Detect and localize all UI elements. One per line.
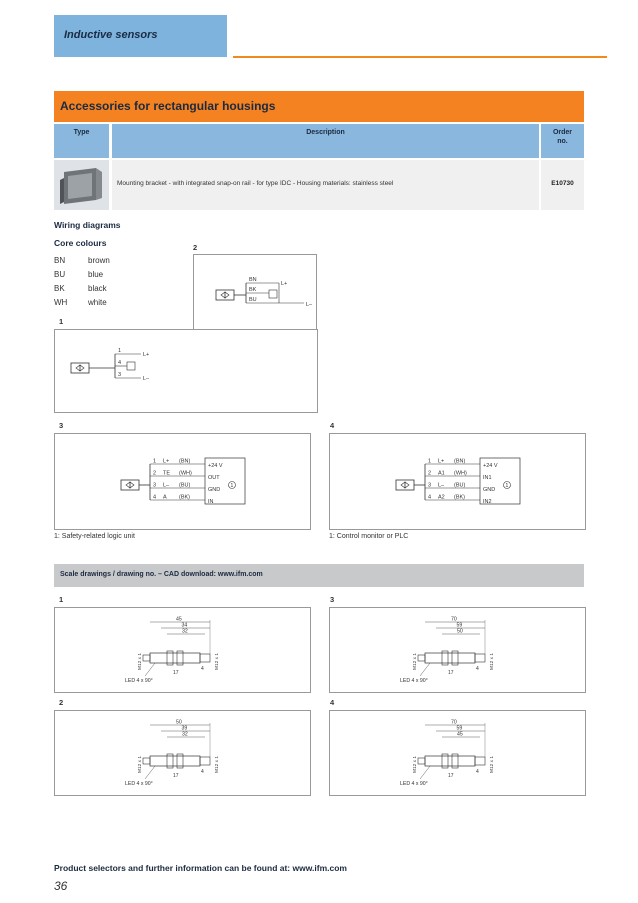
pin-number: 2 [153, 470, 157, 477]
fig4-unit-num: 1 [505, 483, 509, 489]
core-code: BK [54, 284, 65, 293]
sensor-cap [143, 655, 150, 661]
scale-title: Scale drawings / drawing no. – CAD download: www.ifm.com [60, 571, 263, 578]
scale-drawing-4-svg [330, 711, 585, 795]
drawing3-number: 3 [330, 595, 335, 604]
page-number: 36 [54, 879, 68, 893]
thread-label: M12 x 1 [138, 652, 143, 670]
th-description: Description [112, 124, 539, 158]
dimension-label: 39 [181, 725, 188, 732]
led-label: LED 4 x 90° [125, 678, 153, 684]
unit-terminal-label: IN [208, 499, 214, 505]
fig3-caption: 1: Safety-related logic unit [54, 533, 135, 540]
pin-colour: (BN) [179, 458, 191, 465]
pin-colour: (BU) [179, 482, 191, 489]
pin-signal: A [163, 494, 167, 501]
pin-colour: (BU) [454, 482, 466, 489]
fig2-number: 2 [193, 243, 198, 252]
wiring-fig2-drawing [194, 255, 316, 329]
small-dimension-label: 4 [201, 769, 204, 775]
led-label: LED 4 x 90° [125, 781, 153, 787]
scale-drawing-2-svg [55, 711, 310, 795]
dimension-label: 50 [176, 719, 182, 726]
dimension-label: 70 [451, 616, 457, 623]
core-name: brown [88, 256, 110, 265]
pin-signal: L– [438, 482, 445, 489]
sensor-cap [418, 758, 425, 764]
unit-terminal-label: GND [208, 487, 221, 493]
fig1-pin4: 4 [118, 360, 122, 366]
core-name: white [88, 298, 107, 307]
dimension-label: 59 [456, 725, 463, 732]
dimension-label: 59 [456, 622, 463, 629]
fig3-unit-num: 1 [230, 483, 234, 489]
sensor-body [150, 756, 200, 766]
core-name: black [88, 284, 107, 293]
wiring-fig3 [54, 433, 311, 530]
scale-drawing-3 [329, 607, 586, 693]
led-label: LED 4 x 90° [400, 781, 428, 787]
pin-colour: (BK) [454, 494, 465, 501]
scale-drawing-1-svg [55, 608, 310, 692]
fig1-pin1: 1 [118, 348, 122, 354]
small-dimension-label: 4 [201, 666, 204, 672]
mounting-bracket-image [54, 160, 109, 210]
header-rule [233, 56, 607, 58]
fig2-bu: BU [249, 297, 257, 303]
wiring-fig1 [54, 329, 318, 413]
pin-number: 2 [428, 470, 432, 477]
drawing2-number: 2 [59, 698, 64, 707]
core-code: BN [54, 256, 66, 265]
sensor-cap [143, 758, 150, 764]
sensor-body [425, 756, 475, 766]
pin-signal: L+ [438, 458, 445, 465]
fig1-number: 1 [59, 317, 64, 326]
product-order-no: E10730 [541, 160, 584, 210]
wrench-size-label: 17 [173, 670, 179, 676]
fig1-lminus: L– [143, 376, 150, 382]
dimension-label: 32 [182, 731, 188, 738]
section-bar [54, 91, 584, 122]
fig1-lplus: L+ [143, 352, 150, 358]
pin-colour: (BN) [454, 458, 466, 465]
unit-terminal-label: IN2 [483, 499, 492, 505]
drawing4-number: 4 [330, 698, 335, 707]
fig4-number: 4 [330, 421, 335, 430]
pin-colour: (WH) [179, 470, 192, 477]
unit-terminal-label: IN1 [483, 475, 492, 481]
core-colours-title: Core colours [54, 238, 107, 248]
pin-number: 1 [428, 458, 432, 465]
thread-label: M12 x 1 [413, 755, 418, 773]
small-dimension-label: 4 [476, 666, 479, 672]
th-order: Order no. [541, 124, 584, 158]
wrench-size-label: 17 [173, 773, 179, 779]
pin-colour: (WH) [454, 470, 467, 477]
pin-signal: A2 [438, 494, 445, 501]
wrench-size-label: 17 [448, 773, 454, 779]
product-image [54, 160, 109, 210]
fig2-bn: BN [249, 277, 257, 283]
scale-drawing-4 [329, 710, 586, 796]
sensor-connector [475, 757, 485, 765]
unit-terminal-label: +24 V [483, 463, 498, 469]
section-title: Accessories for rectangular housings [60, 99, 276, 113]
fig4-caption: 1: Control monitor or PLC [329, 533, 409, 540]
wiring-title: Wiring diagrams [54, 220, 121, 230]
scale-drawing-3-svg [330, 608, 585, 692]
unit-terminal-label: +24 V [208, 463, 223, 469]
pin-signal: L– [163, 482, 170, 489]
sensor-connector [200, 757, 210, 765]
dimension-label: 45 [176, 616, 182, 623]
led-label: LED 4 x 90° [400, 678, 428, 684]
core-code: WH [54, 298, 68, 307]
fig2-bk: BK [249, 287, 257, 293]
small-dimension-label: 4 [476, 769, 479, 775]
thread-label: M12 x 1 [413, 652, 418, 670]
sensor-connector [475, 654, 485, 662]
dimension-label: 34 [181, 622, 188, 629]
core-code: BU [54, 270, 66, 279]
wiring-fig4 [329, 433, 586, 530]
core-name: blue [88, 270, 104, 279]
thread-label: M12 x 1 [215, 652, 220, 670]
footer-text: Product selectors and further information can be found at: www.ifm.com [54, 863, 347, 873]
wiring-fig3-drawing [55, 434, 310, 529]
wiring-fig4-drawing [330, 434, 585, 529]
sensor-body [150, 653, 200, 663]
product-description: Mounting bracket - with integrated snap-on rail - for type IDC - Housing materials: stainless steel [112, 160, 539, 210]
pin-signal: L+ [163, 458, 170, 465]
unit-terminal-label: OUT [208, 475, 220, 481]
thread-label: M12 x 1 [490, 652, 495, 670]
wrench-size-label: 17 [448, 670, 454, 676]
pin-number: 1 [153, 458, 157, 465]
thread-label: M12 x 1 [138, 755, 143, 773]
scale-drawing-2 [54, 710, 311, 796]
fig3-number: 3 [59, 421, 64, 430]
dimension-label: 32 [182, 628, 188, 635]
dimension-label: 70 [451, 719, 457, 726]
wiring-fig1-drawing [55, 330, 317, 412]
unit-terminal-label: GND [483, 487, 496, 493]
pin-number: 3 [153, 482, 157, 489]
thread-label: M12 x 1 [215, 755, 220, 773]
sensor-body [425, 653, 475, 663]
sensor-cap [418, 655, 425, 661]
sensor-connector [200, 654, 210, 662]
dimension-label: 45 [457, 731, 463, 738]
th-type: Type [54, 124, 109, 158]
scale-bar [54, 564, 584, 587]
dimension-label: 50 [457, 628, 463, 635]
pin-colour: (BK) [179, 494, 190, 501]
pin-signal: A1 [438, 470, 445, 477]
wiring-fig2 [193, 254, 317, 330]
scale-drawing-1 [54, 607, 311, 693]
pin-number: 4 [153, 494, 157, 501]
thread-label: M12 x 1 [490, 755, 495, 773]
pin-number: 4 [428, 494, 432, 501]
pin-signal: TE [163, 470, 171, 477]
fig2-lplus: L+ [281, 281, 288, 287]
fig1-pin3: 3 [118, 372, 122, 378]
header-tab [54, 15, 227, 57]
header-title: Inductive sensors [64, 29, 158, 41]
fig2-lminus: L– [306, 302, 313, 308]
drawing1-number: 1 [59, 595, 64, 604]
pin-number: 3 [428, 482, 432, 489]
